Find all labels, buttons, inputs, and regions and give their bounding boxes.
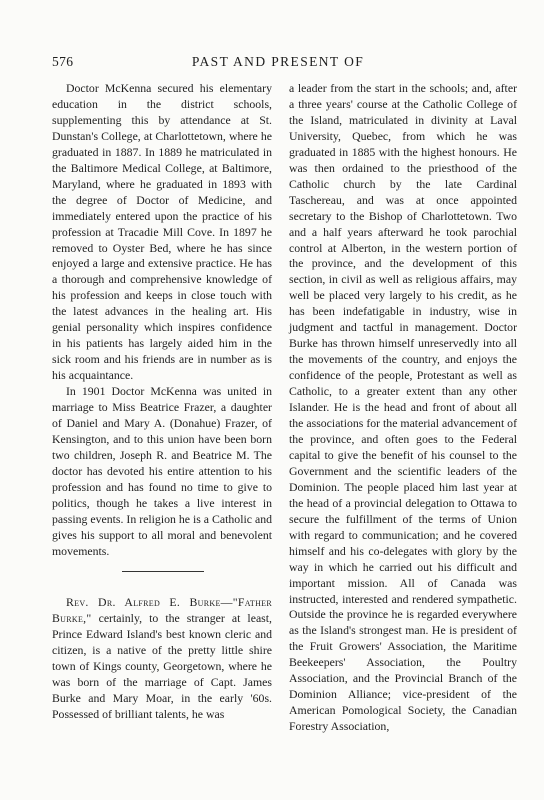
section-divider — [122, 571, 204, 572]
right-column — [289, 81, 517, 735]
paragraph-marriage: In 1901 Doctor McKenna was united in marriage to Miss Beatrice Frazer, a daughter of Daniel and Mary A. (Donahue) Frazer, of Kensington, and to this union have been born two children, Joseph R. and Beatrice M. The doctor has devoted his entire attention to his profession and has found no time to give to politics, though he takes a live interest in passing events. In religion he is a Catholic and gives his support to all moral and benevolent movements. — [52, 384, 272, 558]
running-title: PAST AND PRESENT OF — [191, 54, 365, 69]
burke-continued-paragraph: a leader from the start in the schools; and, after a three years' course at the Catholic College of the Island, matriculated in divinity at Laval University, Quebec, from which he was graduated in 1885 with the highest honours. He was then ordained to the priesthood of the Catholic church by the late Cardinal Taschereau, and was at once appointed secretary to the Bishop of Charlottetown. Two and a half years afterward he took parochial control at Alberton, in the western portion of the province, and the development of this section, in civil as well as religious affairs, may well be placed very largely to his credit, as he has been indefatigable in industry, wise in judgment and tactful in management. Doctor Burke has thrown himself unreservedly into all the movements of the country, and enjoys the confidence of the people, Protestant as well as Catholic, to a greater extent than any other Islander. He is the head and front of about all the associations for the material advancement of the province, and often goes to the Federal capital to give the benefit of his counsel to the Government and the scientific leaders of the Dominion. The people placed him last year at the head of a provincial delegation to Ottawa to secure the fulfillment of the terms of Union with regard to communication; and he covered himself and his co-delegates with glory by the way in which he carried out his difficult and important mission. All of Canada was instructed, interested and rendered sympathetic. Outside the province he is regarded everywhere as the Island's strongest man. He is president of the Fruit Growers' Association, the Maritime Beekeepers' Association, the Poultry Association, and the Provincial Branch of the Dominion Alliance; vice-president of the American Pomological Society, the Canadian Forestry Association, — [289, 81, 517, 734]
burke-paragraph — [52, 595, 272, 723]
burke-heading: Rev. Dr. Alfred E. Burke—"Father Burke," — [52, 595, 272, 625]
burke-biography-start — [52, 595, 272, 723]
paragraph-education: Doctor McKenna secured his elementary education in the district schools, supplementing this by attendance at St. Dunstan's College, at Charlottetown, where he graduated in 1887. In 1889 he matriculated in the Baltimore Medical College, at Baltimore, Maryland, where he graduated in 1893 with the degree of Doctor of Medicine, and immediately entered upon the practice of his profession at Tracadie Mill Cove. In 1897 he removed to Oyster Bed, where he has since enjoyed a large and extensive practice. He has a thorough and comprehensive knowledge of his profession and keeps in close touch with the latest advances in the healing art. His genial personality which inspires confidence in his patients has largely aided him in the sick room and his friends are in number as is his acquaintance. — [52, 81, 272, 383]
burke-text: certainly, to the stranger at least, Prince Edward Island's best known cleric and citizen, is a native of the pretty little shire town of Kings county, Georgetown, where he was born of the marriage of Capt. James Burke and Mary Moar, in the early '60s. Possessed of brilliant talents, he was — [52, 610, 272, 721]
page-header — [52, 54, 504, 74]
page-number: 576 — [52, 54, 74, 69]
left-column — [52, 81, 272, 560]
